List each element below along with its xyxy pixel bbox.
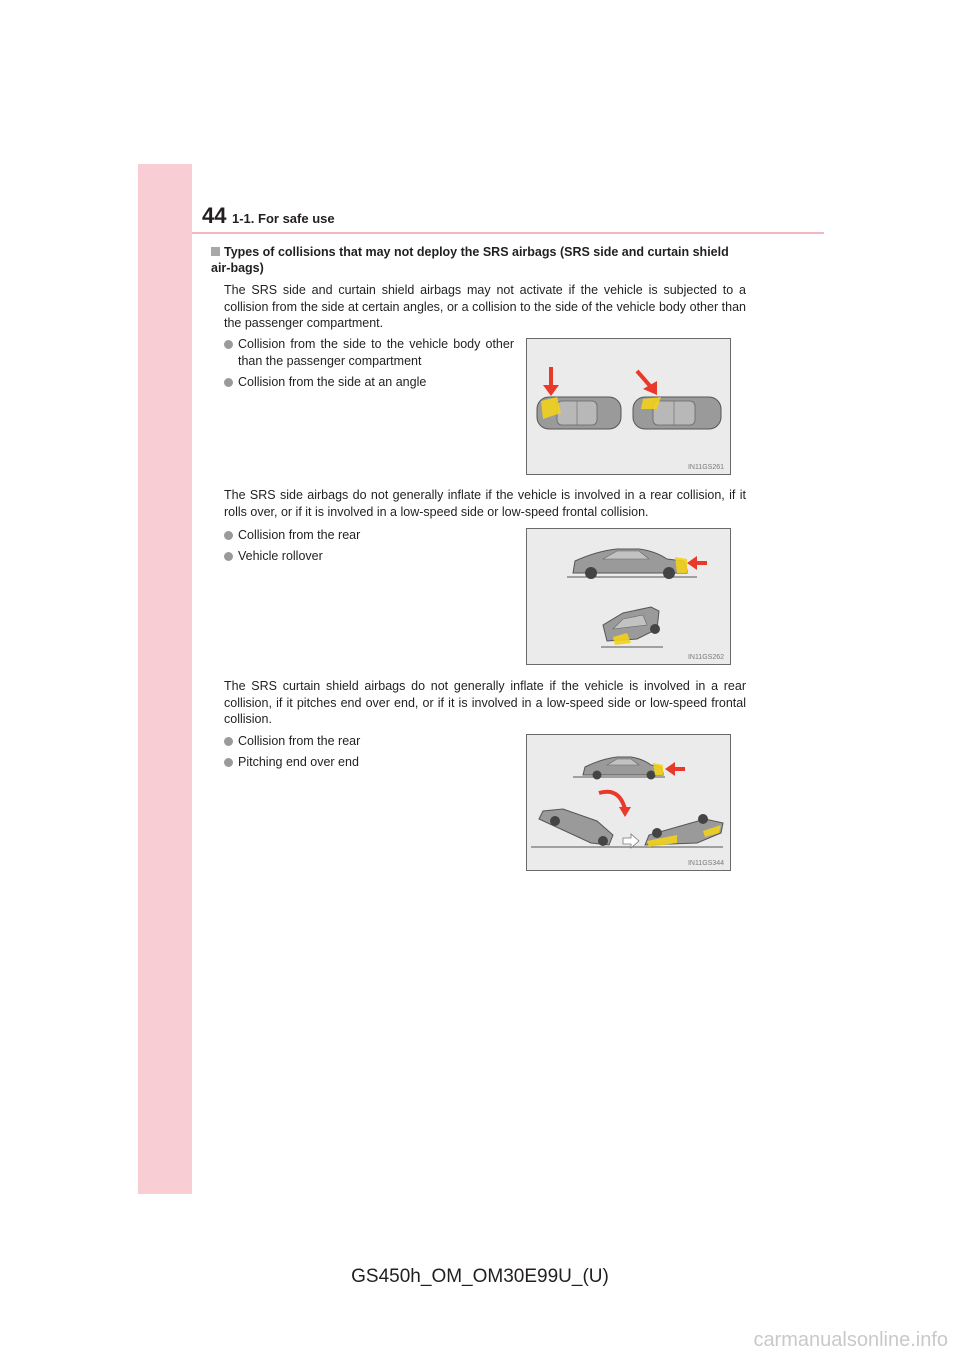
- car-side-view-icon: [583, 757, 663, 780]
- list-item: [224, 754, 514, 771]
- list-item-text: Vehicle rollover: [238, 549, 323, 563]
- figure-code: IN11GS261: [687, 464, 724, 471]
- impact-arrow-icon: [543, 367, 559, 396]
- flipped-car-icon: [645, 814, 723, 847]
- bullet-dot-icon: [224, 378, 233, 387]
- list-item: [224, 374, 514, 391]
- list-item-text: Collision from the rear: [238, 528, 361, 542]
- figure-code: IN11GS262: [687, 654, 724, 661]
- tilted-car-icon: [539, 809, 613, 846]
- car-top-view-icon: [633, 397, 721, 429]
- car-side-view-icon: [573, 549, 687, 579]
- paragraph-side-curtain: The SRS side and curtain shield airbags may not activate if the vehicle is subjected to a collision from the side at certain angles, or a collision to the side of the vehicle body other than the passenger compartment.: [224, 283, 746, 330]
- list-item-text: Collision from the side to the vehicle body other than the passenger compartment: [238, 337, 514, 368]
- curved-arrow-icon: [599, 792, 631, 817]
- heading-text: Types of collisions that may not deploy the SRS airbags (SRS side and curtain shield air-bags): [211, 245, 729, 275]
- rolled-car-icon: [603, 607, 660, 645]
- motion-arrow-icon: [623, 834, 639, 848]
- list-item: [224, 336, 514, 369]
- side-tab-band: [138, 164, 192, 1194]
- section-title: 1-1. For safe use: [232, 211, 335, 226]
- footer-doc-id: GS450h_OM_OM30E99U_(U): [351, 1266, 609, 1287]
- bullet-dot-icon: [224, 737, 233, 746]
- rear-pitching-illustration: [527, 735, 732, 872]
- section-heading: [211, 244, 751, 276]
- list-item: [224, 548, 514, 565]
- car-top-view-icon: [537, 397, 621, 429]
- bullet-dot-icon: [224, 340, 233, 349]
- list-item: [224, 527, 514, 544]
- figure-side-collision: [526, 338, 731, 475]
- figure-rear-rollover: [526, 528, 731, 665]
- page-number: 44: [202, 203, 227, 228]
- watermark: carmanualsonline.info: [753, 1329, 948, 1351]
- bullet-dot-icon: [224, 758, 233, 767]
- list-item-text: Pitching end over end: [238, 755, 359, 769]
- list-item-text: Collision from the rear: [238, 734, 361, 748]
- impact-arrow-icon: [637, 371, 657, 395]
- header-rule: [192, 232, 824, 234]
- square-bullet-icon: [211, 247, 220, 256]
- figure-rear-pitching: [526, 734, 731, 871]
- side-collision-illustration: [527, 339, 732, 476]
- rear-rollover-illustration: [527, 529, 732, 666]
- list-item: [224, 733, 514, 750]
- paragraph-side-airbags: The SRS side airbags do not generally inflate if the vehicle is involved in a rear collision, if it rolls over, or if it is involved in a low-speed side or low-speed frontal collision.: [224, 488, 746, 519]
- list-item-text: Collision from the side at an angle: [238, 375, 427, 389]
- bullet-dot-icon: [224, 552, 233, 561]
- impact-arrow-icon: [665, 762, 685, 776]
- impact-arrow-icon: [687, 556, 707, 570]
- figure-code: IN11GS344: [687, 860, 724, 867]
- paragraph-curtain-airbags: The SRS curtain shield airbags do not generally inflate if the vehicle is involved in a rear collision, if it pitches end over end, or if it is involved in a low-speed side or low-speed frontal collision.: [224, 679, 746, 726]
- bullet-dot-icon: [224, 531, 233, 540]
